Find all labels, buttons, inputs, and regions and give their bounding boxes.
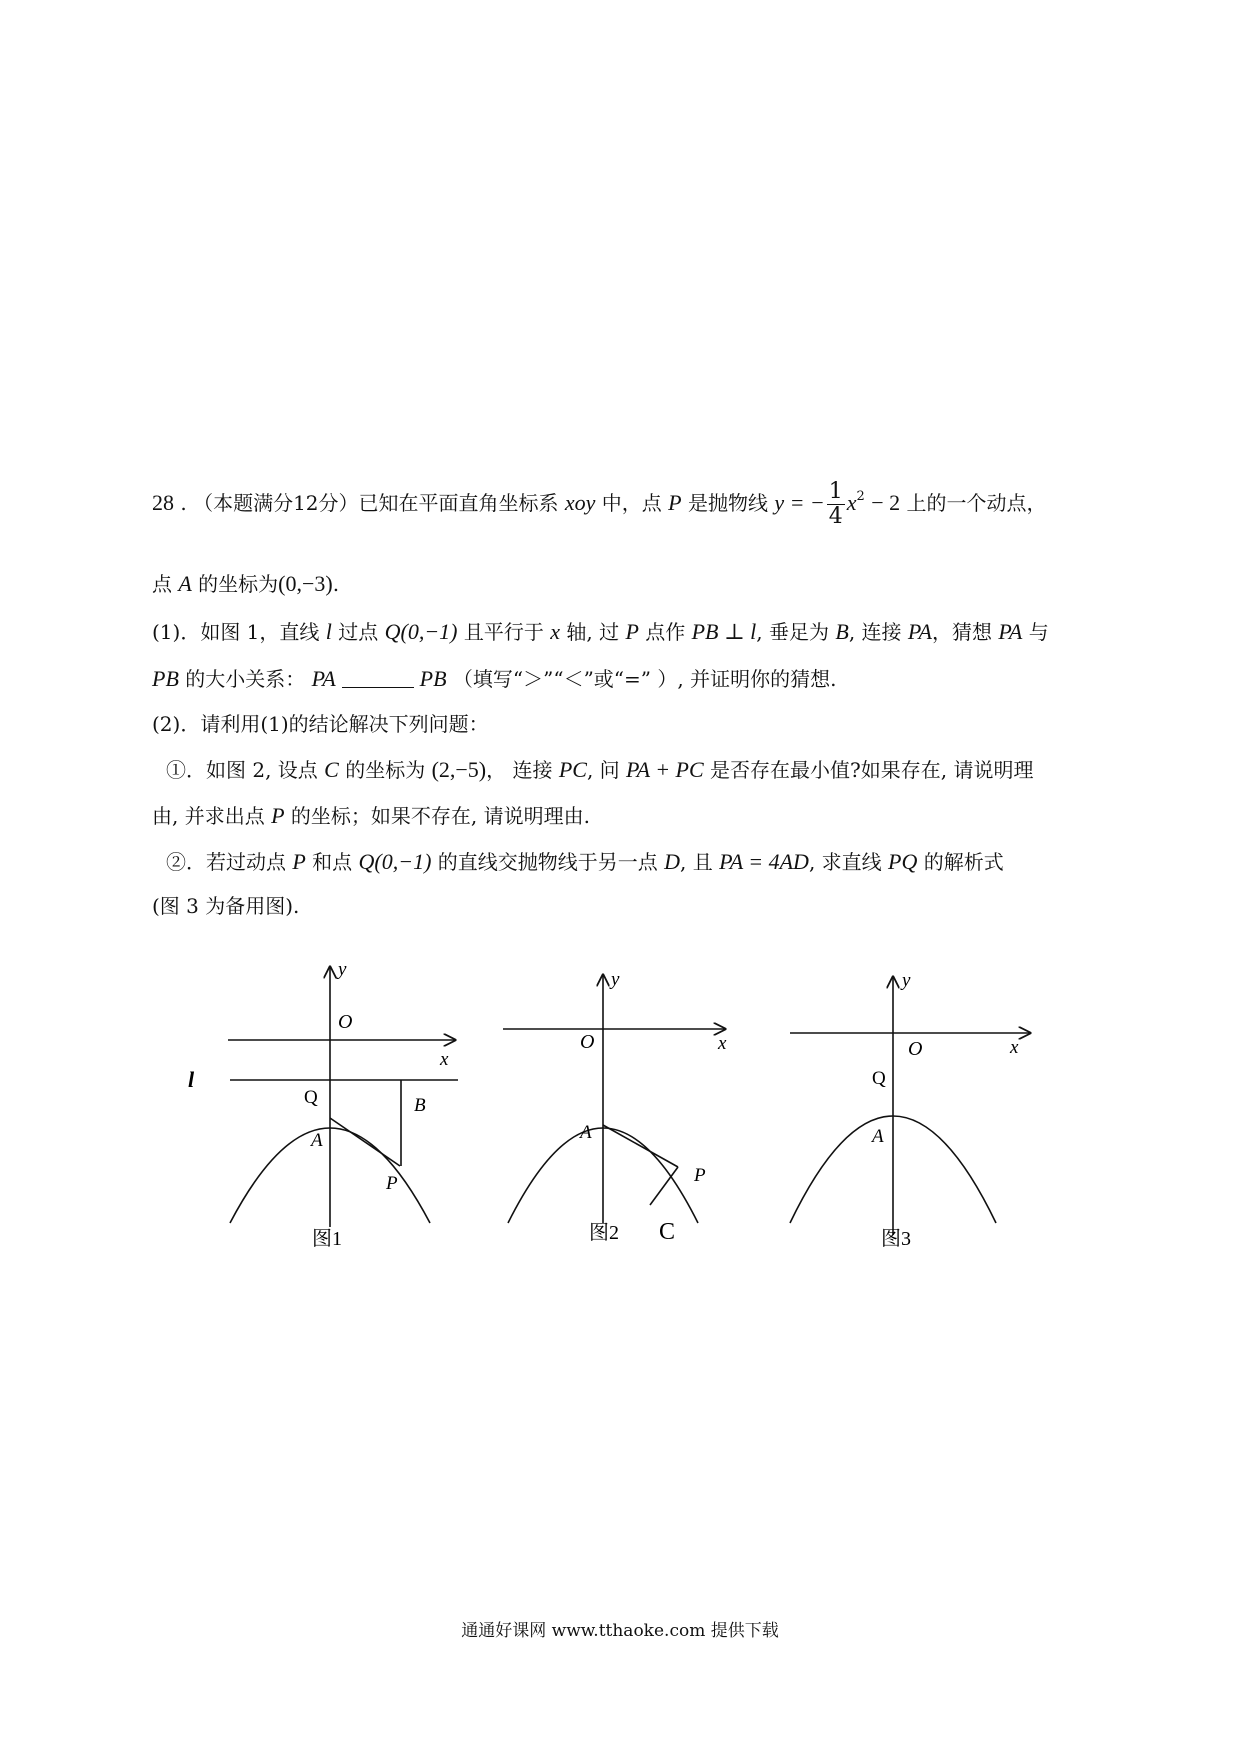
fig1-segment-pa — [330, 1118, 400, 1166]
answer-pa: PA — [311, 666, 336, 691]
line2-text-b: 的坐标为 — [198, 572, 279, 596]
equation-tail: − 2 — [871, 490, 901, 515]
fig2-label-c: C — [659, 1219, 676, 1245]
point-p-ref: P — [625, 619, 639, 644]
line-pq: PQ — [888, 849, 918, 874]
x-axis-ref: x — [550, 619, 560, 644]
part1-line2-text-2: （填写“＞”“＜”或“=” ）, 并证明你的猜想. — [452, 667, 837, 691]
sub1-line-1 — [166, 756, 1033, 784]
sub1-text-3: ， 连接 — [486, 758, 553, 782]
sub2-text-1: ②．若过动点 — [166, 850, 286, 874]
fraction-numerator: 1 — [828, 479, 843, 504]
problem-line-1: 28 . （本题满分12分）已知在平面直角坐标系 xoy 中，点 P 是抛物线 y = − $\frac{1}{4}$ $x^2 - 2$ 上的一个动点， — [152, 479, 1047, 529]
fig3-label-q: Q — [872, 1068, 886, 1089]
part1-line-2 — [152, 665, 836, 693]
fig1-label-p: P — [386, 1173, 398, 1194]
part1-text-3: 轴, 过 — [566, 620, 620, 644]
sub2-text-5: , 求直线 — [808, 850, 882, 874]
line2-end: . — [332, 572, 340, 596]
part1-text-7: ，猜想 — [931, 620, 992, 644]
score-note: （本题满分12分） — [193, 491, 359, 515]
part2-label-line — [152, 710, 489, 738]
segment-pa-2: PA — [998, 619, 1023, 644]
part1-text-5: , 垂足为 — [756, 620, 830, 644]
intro-text-b: 中，点 — [601, 491, 662, 515]
answer-pb: PB — [419, 666, 447, 691]
fig2-label-o: O — [580, 1031, 595, 1053]
sub2-line2-text: (图 3 为备用图). — [152, 894, 300, 918]
intro-text-a: 已知在平面直角坐标系 — [358, 491, 559, 515]
part1-line-1 — [152, 618, 1049, 646]
segment-pa: PA — [907, 619, 932, 644]
figure-3 — [790, 970, 1030, 1250]
part1-text-4: 点作 — [645, 620, 686, 644]
fig1-caption: 图1 — [312, 1228, 342, 1250]
fig3-label-x: x — [1010, 1037, 1019, 1058]
intro-text-d: 上的一个动点， — [906, 491, 1047, 515]
part1-text-6: , 连接 — [848, 620, 902, 644]
point-a-coord: (0,−3) — [278, 571, 333, 596]
sub1-text-5: 是否存在最小值?如果存在, 请说明理 — [710, 758, 1034, 782]
pb-perp-l: PB ⊥ l — [691, 619, 757, 644]
fig2-label-p: P — [694, 1165, 706, 1186]
sub2-line-1 — [166, 848, 1004, 876]
sub2-line-2 — [152, 892, 299, 920]
sub1-text-2: 的坐标为 — [345, 758, 426, 782]
fig1-label-x: x — [440, 1049, 449, 1070]
sub2-text-2: 和点 — [312, 850, 353, 874]
point-a: A — [178, 571, 192, 596]
segment-pb: PB — [152, 666, 179, 691]
figure-1 — [188, 959, 458, 1250]
sub1-line-2 — [152, 802, 590, 830]
problem-number: 28 — [152, 490, 174, 515]
fig1-label-b: B — [414, 1095, 426, 1116]
point-p: P — [668, 490, 682, 515]
fig3-caption: 图3 — [881, 1228, 911, 1250]
part2-label: (2)．请利用(1)的结论解决下列问题： — [152, 712, 489, 736]
sum-pa-pc: PA + PC — [626, 757, 704, 782]
equation-left: y = − — [774, 490, 825, 515]
fig1-label-q: Q — [304, 1087, 318, 1108]
part1-text-1: 过点 — [338, 620, 379, 644]
equation-exponent: 2 — [856, 489, 865, 504]
fig3-label-a: A — [872, 1126, 884, 1147]
intro-text-c: 是抛物线 — [687, 491, 768, 515]
fig3-label-y: y — [902, 970, 911, 991]
sub1-line2-text-1: 由, 并求出点 — [152, 804, 265, 828]
sub2-text-3: 的直线交抛物线于另一点 — [437, 850, 658, 874]
fraction-denominator: 4 — [828, 504, 843, 529]
sub1-line2-text-2: 的坐标；如果不存在, 请说明理由. — [290, 804, 590, 828]
part1-text-2: 且平行于 — [463, 620, 544, 644]
sub1-text-1: ①．如图 2, 设点 — [166, 758, 318, 782]
point-c: C — [324, 757, 339, 782]
line-l: l — [325, 619, 332, 644]
point-q: Q(0,−1) — [384, 619, 458, 644]
sub2-point-p: P — [292, 849, 306, 874]
answer-blank[interactable] — [342, 669, 414, 688]
figure-2 — [503, 969, 727, 1245]
sub2-text-6: 的解析式 — [923, 850, 1004, 874]
relation-pa-4ad: PA = 4AD — [719, 849, 809, 874]
figures-panel — [188, 955, 1060, 1255]
point-c-coord: (2,−5) — [431, 757, 487, 782]
fig2-label-y: y — [611, 969, 620, 990]
equation-fraction — [827, 480, 845, 529]
line2-text-a: 点 — [152, 572, 172, 596]
sub2-text-4: , 且 — [680, 850, 713, 874]
fig2-segment-pa — [603, 1125, 678, 1167]
sub1-text-4: , 问 — [586, 758, 620, 782]
fig1-label-a: A — [311, 1130, 323, 1151]
point-d: D — [664, 849, 681, 874]
problem-line-2 — [152, 570, 339, 598]
fig1-label-l: l — [188, 1067, 195, 1092]
fig1-label-y: y — [338, 959, 347, 980]
sub2-point-q: Q(0,−1) — [358, 849, 432, 874]
part1-text-8: 与 — [1028, 620, 1049, 644]
sub1-point-p: P — [271, 803, 285, 828]
part1-label: (1)．如图 1，直线 — [152, 620, 320, 644]
fig2-caption: 图2 — [589, 1222, 619, 1244]
fig2-segment-pc — [650, 1167, 678, 1205]
fig1-label-o: O — [338, 1011, 353, 1033]
coord-system: xoy — [564, 490, 596, 515]
part1-line2-text-1: 的大小关系： — [185, 667, 306, 691]
fig3-label-o: O — [908, 1038, 923, 1060]
fig2-label-a: A — [580, 1122, 592, 1143]
page-footer: 通通好课网 www.tthaoke.com 提供下载 — [461, 1621, 779, 1641]
fig2-label-x: x — [718, 1033, 727, 1054]
point-b: B — [835, 619, 849, 644]
segment-pc: PC — [558, 757, 587, 782]
equation-x: x — [846, 490, 857, 515]
